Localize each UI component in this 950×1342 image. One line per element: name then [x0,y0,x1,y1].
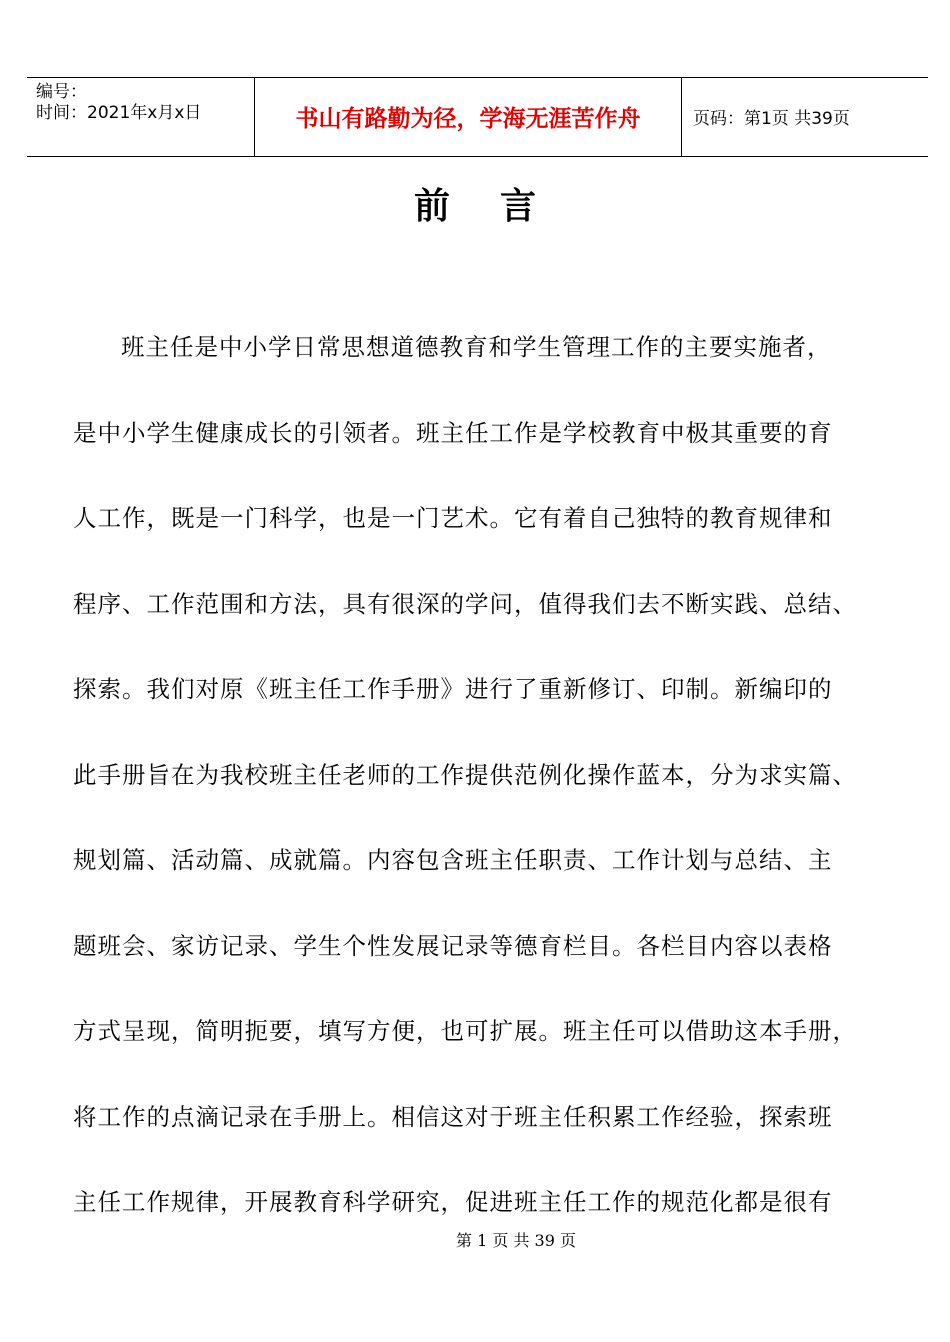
page-title [0,182,950,230]
body-line: 方式呈现，简明扼要，填写方便，也可扩展。班主任可以借助这本手册， [73,1017,857,1045]
document-header [27,77,928,157]
body-line: 此手册旨在为我校班主任老师的工作提供范例化操作蓝本，分为求实篇、 [73,760,857,789]
body-line: 探索。我们对原《班主任工作手册》进行了重新修订、印制。新编印的 [73,675,833,703]
body-paragraph [73,305,888,1246]
title-char-1: 前 [413,185,450,227]
body-line: 人工作，既是一门科学，也是一门艺术。它有着自己独特的教育规律和 [73,504,833,532]
page-info-text: 页码：第1页 共39页 [693,108,850,129]
time-label: 时间：2021年x月x日 [36,103,202,123]
page-footer [0,1228,950,1251]
title-char-2: 言 [500,185,537,227]
footer-page-number: 第 1 页 共 39 页 [456,1231,576,1250]
number-label: 编号： [36,82,87,102]
body-line: 班主任是中小学日常思想道德教育和学生管理工作的主要实施者， [121,333,832,361]
motto-cell [255,78,682,156]
motto-text: 书山有路勤为径，学海无涯苦作舟 [295,105,641,132]
body-line: 规划篇、活动篇、成就篇。内容包含班主任职责、工作计划与总结、主 [73,846,833,874]
body-line: 主任工作规律，开展教育科学研究，促进班主任工作的规范化都是很有 [73,1188,833,1216]
header-meta-cell [27,78,255,156]
page-info-cell [682,78,928,156]
body-line: 题班会、家访记录、学生个性发展记录等德育栏目。各栏目内容以表格 [73,931,833,960]
body-line: 将工作的点滴记录在手册上。相信这对于班主任积累工作经验，探索班 [73,1102,833,1131]
body-line: 是中小学生健康成长的引领者。班主任工作是学校教育中极其重要的育 [73,418,833,447]
body-line: 程序、工作范围和方法，具有很深的学问，值得我们去不断实践、总结、 [73,589,857,618]
